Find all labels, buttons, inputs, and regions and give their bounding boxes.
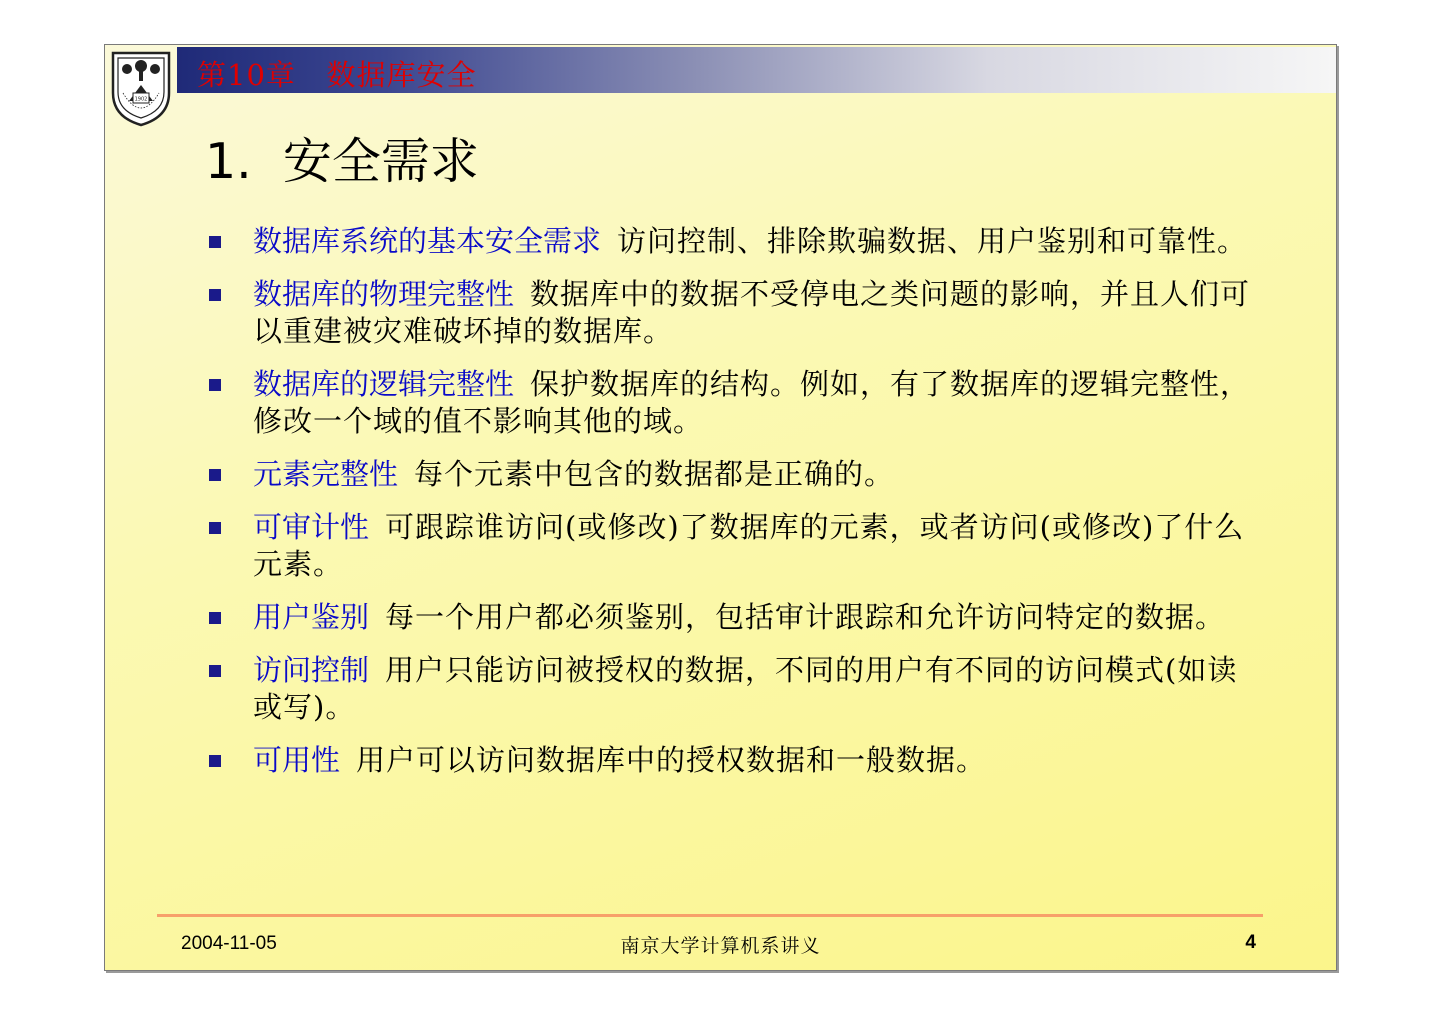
list-item [205,276,1265,350]
bullet-description: 每一个用户都必须鉴别，包括审计跟踪和允许访问特定的数据。 [385,600,1226,634]
bullet-term: 可用性 [253,743,341,777]
square-bullet-icon [209,665,221,677]
list-item [205,509,1265,583]
list-item [205,742,1265,779]
footer-divider [157,914,1263,917]
bullet-description: 可跟踪谁访问(或修改)了数据库的元素，或者访问(或修改)了什么元素。 [253,510,1245,581]
list-item [205,599,1265,636]
bullet-list [205,223,1265,795]
footer-date: 2004-11-05 [181,933,277,954]
slide [104,44,1337,971]
bullet-term: 数据库的逻辑完整性 [253,367,515,401]
list-item [205,652,1265,726]
square-bullet-icon [209,289,221,301]
slide-title: 1. 安全需求 [205,133,479,190]
bullet-description: 保护数据库的结构。例如，有了数据库的逻辑完整性，修改一个域的值不影响其他的域。 [253,367,1251,438]
bullet-term: 数据库系统的基本安全需求 [253,224,602,258]
bullet-description: 用户只能访问被授权的数据，不同的用户有不同的访问模式(如读或写)。 [253,653,1238,724]
square-bullet-icon [209,379,221,391]
list-item [205,456,1265,493]
university-seal-icon [109,49,173,127]
square-bullet-icon [209,612,221,624]
chapter-title: 第10章 数据库安全 [197,58,477,92]
bullet-description: 每个元素中包含的数据都是正确的。 [414,457,895,491]
bullet-term: 数据库的物理完整性 [253,277,515,311]
page-number: 4 [1245,932,1256,953]
square-bullet-icon [209,469,221,481]
bullet-term: 用户鉴别 [253,600,370,634]
square-bullet-icon [209,236,221,248]
bullet-term: 可审计性 [253,510,370,544]
bullet-term: 元素完整性 [253,457,399,491]
bullet-description: 用户可以访问数据库中的授权数据和一般数据。 [356,743,987,777]
list-item [205,223,1265,260]
bullet-description: 数据库中的数据不受停电之类问题的影响，并且人们可以重建被灾难破坏掉的数据库。 [253,277,1251,348]
square-bullet-icon [209,522,221,534]
bullet-term: 访问控制 [253,653,370,687]
square-bullet-icon [209,755,221,767]
footer-course-name: 南京大学计算机系讲义 [620,935,821,957]
list-item [205,366,1265,440]
bullet-description: 访问控制、排除欺骗数据、用户鉴别和可靠性。 [617,224,1248,258]
svg-text:1902: 1902 [134,96,148,103]
